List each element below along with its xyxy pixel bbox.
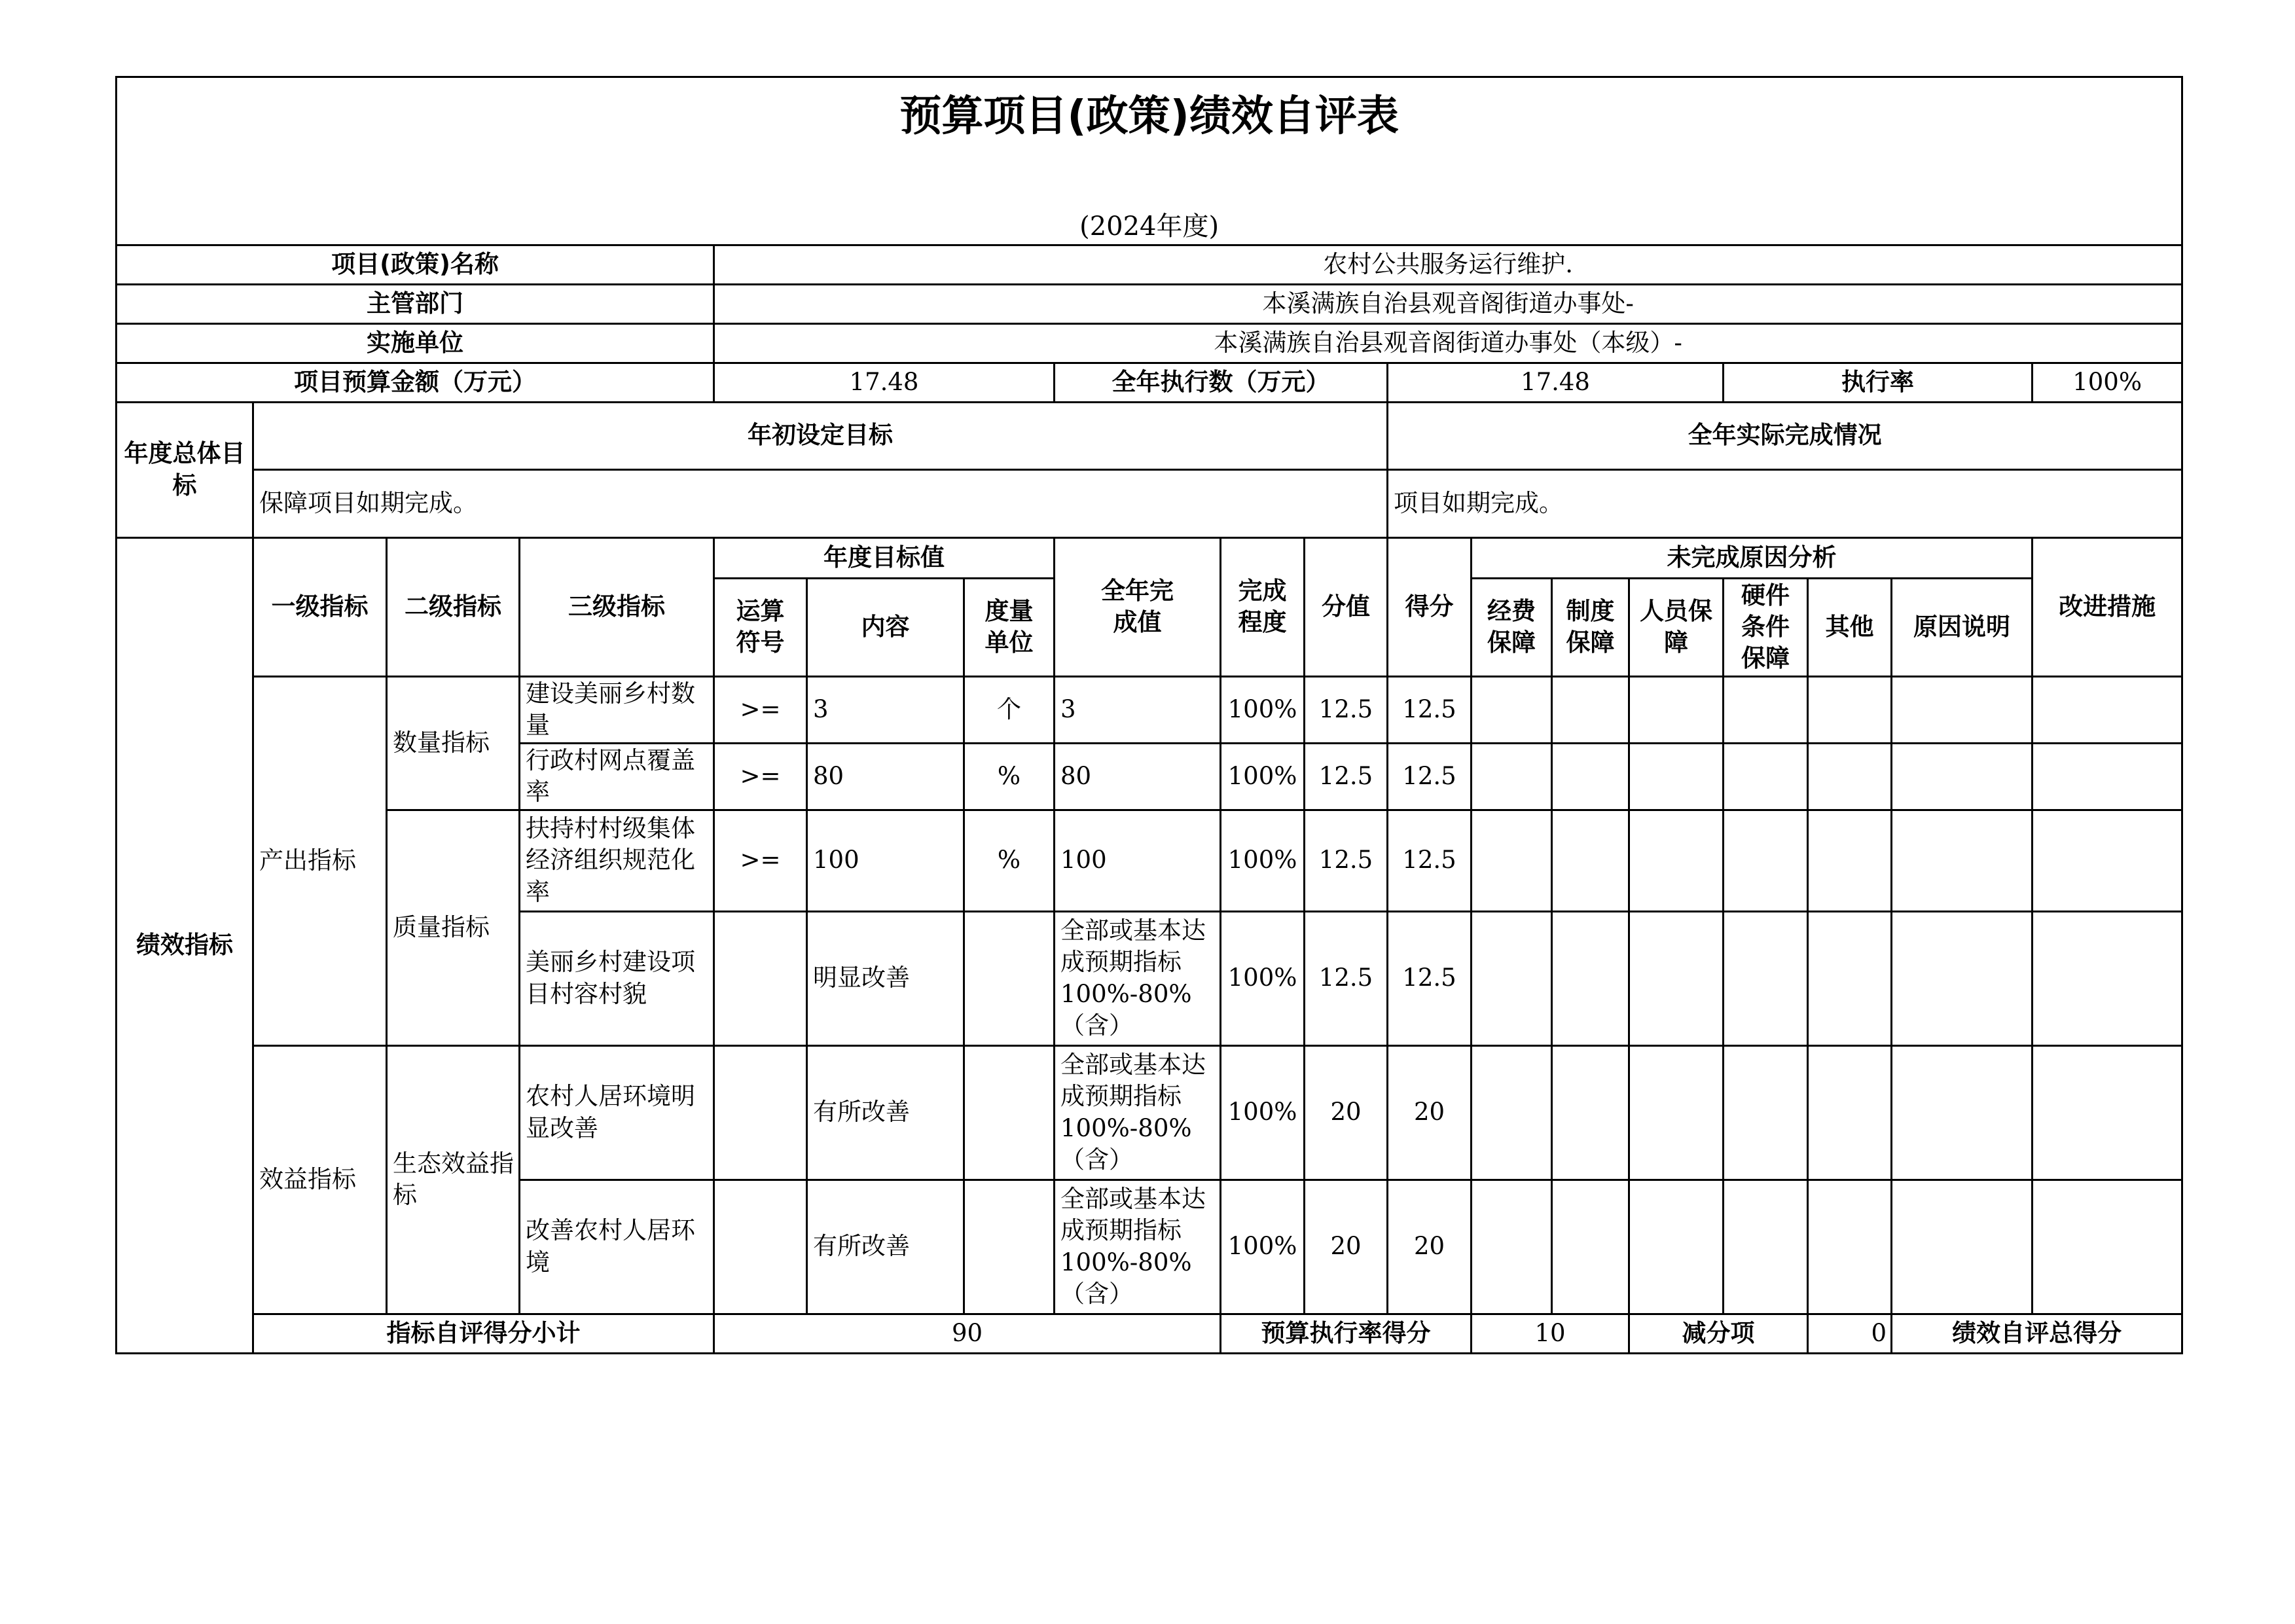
unit-header: 度量单位 bbox=[964, 578, 1055, 676]
measure-unit: 个 bbox=[964, 676, 1055, 743]
actual-value: 全部或基本达成预期指标100%-80%（含） bbox=[1055, 1045, 1221, 1180]
annual-target-header: 年度目标值 bbox=[714, 537, 1055, 578]
indicator-name: 农村人居环境明显改善 bbox=[520, 1045, 714, 1180]
operator bbox=[714, 1045, 807, 1180]
score-value: 12.5 bbox=[1305, 676, 1388, 743]
score: 20 bbox=[1388, 1180, 1472, 1314]
implementing-unit-value: 本溪满族自治县观音阁街道办事处（本级）- bbox=[714, 323, 2182, 363]
measure-unit: % bbox=[964, 743, 1055, 810]
indicator-name: 建设美丽乡村数量 bbox=[520, 676, 714, 743]
measure-unit bbox=[964, 911, 1055, 1045]
initial-target-header: 年初设定目标 bbox=[253, 402, 1388, 469]
actual-value: 全部或基本达成预期指标100%-80%（含） bbox=[1055, 1180, 1221, 1314]
target-content: 有所改善 bbox=[807, 1045, 964, 1180]
actual-value: 全部或基本达成预期指标100%-80%（含） bbox=[1055, 911, 1221, 1045]
score-value: 20 bbox=[1305, 1180, 1388, 1314]
completion-degree: 100% bbox=[1221, 743, 1305, 810]
level2-header: 二级指标 bbox=[387, 537, 520, 676]
score: 20 bbox=[1388, 1045, 1472, 1180]
improvement-header: 改进措施 bbox=[2033, 537, 2182, 676]
score-value-header: 分值 bbox=[1305, 537, 1388, 676]
page-title: 预算项目(政策)绩效自评表 bbox=[117, 77, 2182, 209]
score: 12.5 bbox=[1388, 743, 1472, 810]
score-header: 得分 bbox=[1388, 537, 1472, 676]
completion-degree: 100% bbox=[1221, 676, 1305, 743]
performance-indicators-label: 绩效指标 bbox=[117, 537, 253, 1353]
deduction-label: 减分项 bbox=[1629, 1314, 1808, 1353]
budget-amount-value: 17.48 bbox=[714, 363, 1055, 402]
level2-eco-benefit: 生态效益指标 bbox=[387, 1045, 520, 1314]
level2-quality: 质量指标 bbox=[387, 810, 520, 1045]
annual-goal-label: 年度总体目标 bbox=[117, 402, 253, 537]
deduction-value: 0 bbox=[1808, 1314, 1892, 1353]
budget-score-value: 10 bbox=[1472, 1314, 1629, 1353]
budget-score-label: 预算执行率得分 bbox=[1221, 1314, 1472, 1353]
completion-degree: 100% bbox=[1221, 1045, 1305, 1180]
implementing-unit-label: 实施单位 bbox=[117, 323, 714, 363]
measure-unit: % bbox=[964, 810, 1055, 911]
subtotal-value: 90 bbox=[714, 1314, 1221, 1353]
annual-execution-value: 17.48 bbox=[1388, 363, 1724, 402]
fund-guarantee-header: 经费保障 bbox=[1472, 578, 1552, 676]
project-name-label: 项目(政策)名称 bbox=[117, 245, 714, 284]
completion-degree: 100% bbox=[1221, 810, 1305, 911]
score: 12.5 bbox=[1388, 810, 1472, 911]
project-name-value: 农村公共服务运行维护. bbox=[714, 245, 2182, 284]
score-value: 12.5 bbox=[1305, 911, 1388, 1045]
operator-header: 运算符号 bbox=[714, 578, 807, 676]
department-value: 本溪满族自治县观音阁街道办事处- bbox=[714, 284, 2182, 323]
score-value: 12.5 bbox=[1305, 810, 1388, 911]
operator bbox=[714, 1180, 807, 1314]
level3-header: 三级指标 bbox=[520, 537, 714, 676]
score: 12.5 bbox=[1388, 911, 1472, 1045]
initial-target-text: 保障项目如期完成。 bbox=[253, 469, 1388, 537]
staff-guarantee-header: 人员保障 bbox=[1629, 578, 1724, 676]
subtotal-label: 指标自评得分小计 bbox=[253, 1314, 714, 1353]
actual-completion-header: 全年实际完成情况 bbox=[1388, 402, 2182, 469]
incomplete-reason-header: 未完成原因分析 bbox=[1472, 537, 2033, 578]
operator: >= bbox=[714, 676, 807, 743]
department-label: 主管部门 bbox=[117, 284, 714, 323]
measure-unit bbox=[964, 1180, 1055, 1314]
execution-rate-value: 100% bbox=[2033, 363, 2182, 402]
indicator-name: 行政村网点覆盖率 bbox=[520, 743, 714, 810]
score-value: 20 bbox=[1305, 1045, 1388, 1180]
completion-degree-header: 完成程度 bbox=[1221, 537, 1305, 676]
level2-quantity: 数量指标 bbox=[387, 676, 520, 810]
level1-header: 一级指标 bbox=[253, 537, 387, 676]
indicator-name: 扶持村村级集体经济组织规范化率 bbox=[520, 810, 714, 911]
hardware-guarantee-header: 硬件条件保障 bbox=[1724, 578, 1808, 676]
system-guarantee-header: 制度保障 bbox=[1552, 578, 1629, 676]
execution-rate-label: 执行率 bbox=[1724, 363, 2033, 402]
level1-benefit: 效益指标 bbox=[253, 1045, 387, 1314]
target-content: 明显改善 bbox=[807, 911, 964, 1045]
measure-unit bbox=[964, 1045, 1055, 1180]
actual-completion-text: 项目如期完成。 bbox=[1388, 469, 2182, 537]
score: 12.5 bbox=[1388, 676, 1472, 743]
annual-execution-label: 全年执行数（万元） bbox=[1055, 363, 1388, 402]
other-header: 其他 bbox=[1808, 578, 1892, 676]
total-score-label: 绩效自评总得分 bbox=[1892, 1314, 2182, 1353]
actual-value: 3 bbox=[1055, 676, 1221, 743]
level1-output: 产出指标 bbox=[253, 676, 387, 1045]
actual-value: 80 bbox=[1055, 743, 1221, 810]
completion-degree: 100% bbox=[1221, 911, 1305, 1045]
completion-degree: 100% bbox=[1221, 1180, 1305, 1314]
operator: >= bbox=[714, 810, 807, 911]
evaluation-table bbox=[115, 76, 2183, 1354]
reason-note-header: 原因说明 bbox=[1892, 578, 2033, 676]
target-content: 100 bbox=[807, 810, 964, 911]
content-header: 内容 bbox=[807, 578, 964, 676]
indicator-name: 改善农村人居环境 bbox=[520, 1180, 714, 1314]
indicator-name: 美丽乡村建设项目村容村貌 bbox=[520, 911, 714, 1045]
actual-value-header: 全年完成值 bbox=[1055, 537, 1221, 676]
target-content: 3 bbox=[807, 676, 964, 743]
budget-amount-label: 项目预算金额（万元） bbox=[117, 363, 714, 402]
target-content: 80 bbox=[807, 743, 964, 810]
operator: >= bbox=[714, 743, 807, 810]
fiscal-year: (2024年度) bbox=[117, 209, 2182, 245]
score-value: 12.5 bbox=[1305, 743, 1388, 810]
target-content: 有所改善 bbox=[807, 1180, 964, 1314]
actual-value: 100 bbox=[1055, 810, 1221, 911]
operator bbox=[714, 911, 807, 1045]
